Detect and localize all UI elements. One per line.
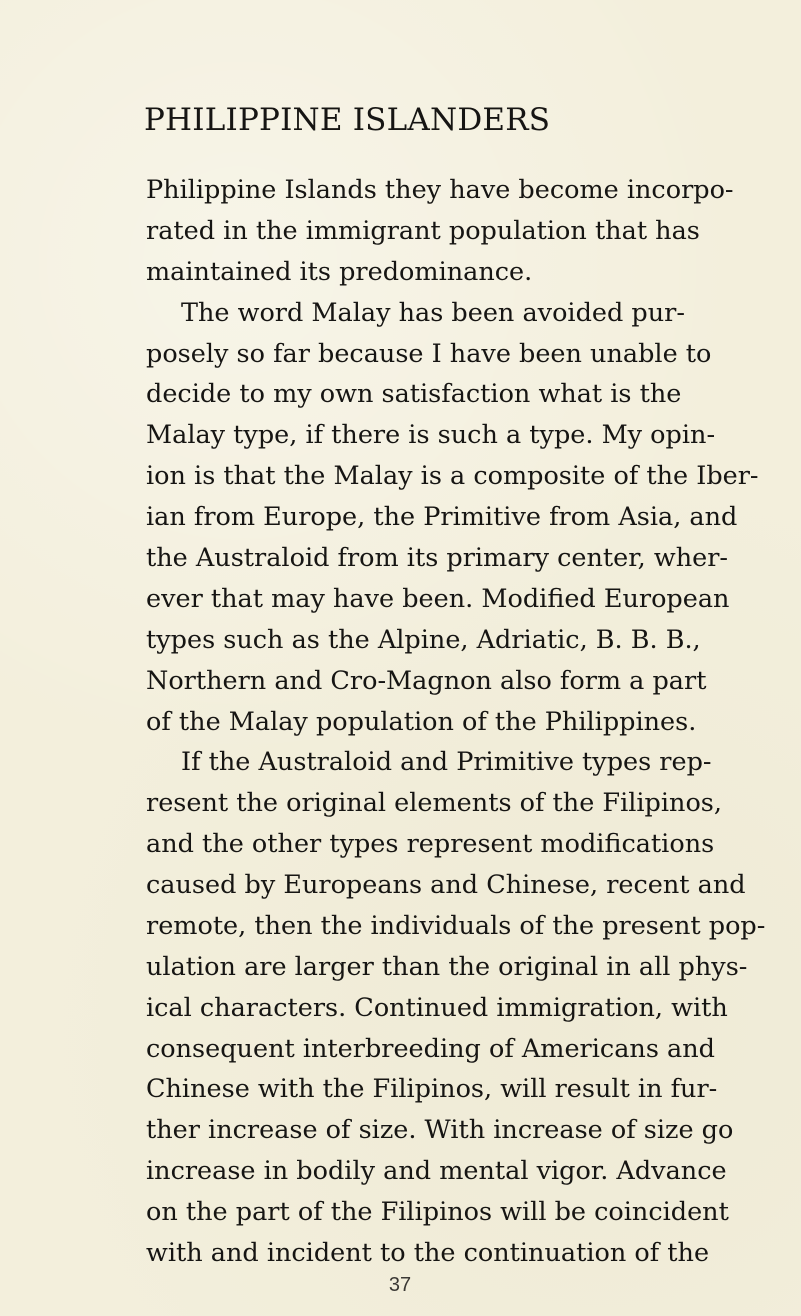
text-line-10: the Australoid from its primary center, wher- [146,543,729,573]
text-line-9: ian from Europe, the Primitive from Asia, and [146,502,738,532]
running-head: PHILIPPINE ISLANDERS [144,102,551,138]
text-line-22: consequent interbreeding of Americans and [146,1034,715,1064]
text-line-26: on the part of the Filipinos will be coincident [146,1197,729,1227]
text-line-6: decide to my own satisfaction what is the [146,379,682,409]
text-line-1: Philippine Islands they have become incorpo- [146,175,734,205]
text-line-12: types such as the Alpine, Adriatic, B. B. B., [146,625,701,655]
text-line-4: The word Malay has been avoided pur- [181,298,685,328]
text-line-14: of the Malay population of the Philippines. [146,707,697,737]
text-line-11: ever that may have been. Modified European [146,584,730,614]
text-line-23: Chinese with the Filipinos, will result in fur- [146,1074,718,1104]
text-line-27: with and incident to the continuation of the [146,1238,710,1268]
text-line-18: caused by Europeans and Chinese, recent and [146,870,746,900]
text-line-21: ical characters. Continued immigration, with [146,993,728,1023]
text-line-2: rated in the immigrant population that has [146,216,700,246]
text-line-13: Northern and Cro-Magnon also form a part [146,666,707,696]
text-line-3: maintained its predominance. [146,257,533,287]
text-line-16: resent the original elements of the Filipinos, [146,788,723,818]
text-line-20: ulation are larger than the original in all phys- [146,952,748,982]
text-line-15: If the Australoid and Primitive types rep- [181,747,712,777]
text-line-8: ion is that the Malay is a composite of the Iber- [146,461,759,491]
page-number: 37 [388,1274,412,1296]
text-line-17: and the other types represent modifications [146,829,715,859]
text-line-25: increase in bodily and mental vigor. Advance [146,1156,727,1186]
text-line-5: posely so far because I have been unable to [146,339,712,369]
text-line-7: Malay type, if there is such a type. My opin- [146,420,716,450]
text-line-24: ther increase of size. With increase of size go [146,1115,734,1145]
text-line-19: remote, then the individuals of the present pop- [146,911,766,941]
